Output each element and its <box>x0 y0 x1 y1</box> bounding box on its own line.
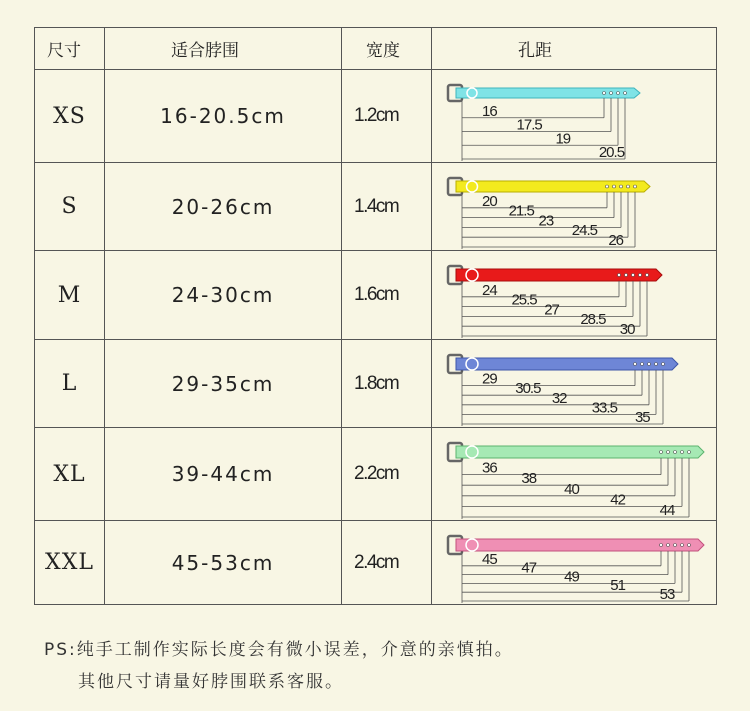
collar-hole <box>660 544 663 547</box>
hole-length-label: 21.5 <box>508 202 534 220</box>
header-neck-circumference: 适合脖围 <box>105 28 342 70</box>
hole-length-label: 25.5 <box>511 291 537 309</box>
size-cell: XXL <box>35 521 105 605</box>
footnote-contact: 其他尺寸请量好脖围联系客服。 <box>78 672 344 692</box>
hole-length-label: 24 <box>482 281 497 299</box>
width-cell: 1.2cm <box>342 70 432 163</box>
collar-hole <box>646 274 649 277</box>
size-cell: S <box>35 163 105 251</box>
hole-spacing-cell <box>432 521 717 605</box>
width-cell: 1.4cm <box>342 163 432 251</box>
collar-hole <box>667 544 670 547</box>
neck-circumference-cell: 24-30cm <box>105 251 342 340</box>
header-size: 尺寸 <box>35 28 105 70</box>
size-chart-table <box>34 27 717 605</box>
collar-diagram <box>432 163 717 251</box>
hole-length-label: 36 <box>482 459 497 477</box>
collar-hole <box>681 451 684 454</box>
width-cell: 2.4cm <box>342 521 432 605</box>
hole-length-label: 38 <box>521 470 537 488</box>
hole-length-label: 42 <box>610 491 625 509</box>
hole-spacing-cell <box>432 70 717 163</box>
collar-hole <box>625 274 628 277</box>
hole-spacing-cell <box>432 251 717 340</box>
table-row <box>35 428 717 521</box>
collar-hole <box>603 92 606 95</box>
hole-length-label: 47 <box>521 559 537 577</box>
table-row <box>35 521 717 605</box>
hole-length-label: 45 <box>482 550 497 568</box>
collar-hole <box>688 451 691 454</box>
collar-hole <box>613 185 616 188</box>
hole-length-label: 20.5 <box>598 144 625 161</box>
header-width: 宽度 <box>342 28 432 70</box>
table-header-row <box>35 28 717 70</box>
hole-length-label: 28.5 <box>580 311 606 329</box>
hole-spacing-cell <box>432 163 717 251</box>
collar-hole <box>662 363 665 366</box>
collar-hole <box>667 451 670 454</box>
hole-length-label: 30.5 <box>515 380 541 398</box>
hole-length-label: 26 <box>608 232 624 249</box>
collar-diagram <box>432 70 717 163</box>
neck-circumference-cell: 29-35cm <box>105 340 342 428</box>
hole-spacing-cell <box>432 428 717 521</box>
hole-length-label: 16 <box>482 102 497 120</box>
collar-diagram <box>432 428 717 521</box>
collar-hole <box>674 544 677 547</box>
hole-length-label: 24.5 <box>571 222 597 240</box>
hole-length-label: 51 <box>610 577 625 595</box>
hole-length-label: 30 <box>619 321 635 338</box>
collar-hole <box>610 92 613 95</box>
collar-diagram <box>432 521 717 605</box>
collar-hole <box>660 451 663 454</box>
collar-hole <box>639 274 642 277</box>
table-row <box>35 163 717 251</box>
hole-length-label: 17.5 <box>516 116 542 134</box>
hole-length-label: 20 <box>482 192 497 210</box>
table-row <box>35 340 717 428</box>
hole-length-label: 40 <box>564 480 579 498</box>
collar-diagram <box>432 340 717 428</box>
hole-length-label: 35 <box>634 409 650 426</box>
hole-length-label: 44 <box>659 502 675 519</box>
hole-length-label: 32 <box>551 389 567 407</box>
collar-hole <box>648 363 651 366</box>
size-cell: L <box>35 340 105 428</box>
width-cell: 1.8cm <box>342 340 432 428</box>
collar-hole <box>681 544 684 547</box>
collar-hole <box>632 274 635 277</box>
hole-length-label: 49 <box>564 568 579 586</box>
hole-length-label: 53 <box>659 586 675 603</box>
collar-strap <box>456 358 678 370</box>
hole-length-label: 19 <box>555 130 571 148</box>
hole-length-label: 29 <box>482 370 497 388</box>
collar-hole <box>618 274 621 277</box>
collar-hole <box>634 185 637 188</box>
size-cell: XS <box>35 70 105 163</box>
hole-spacing-cell <box>432 340 717 428</box>
width-cell: 2.2cm <box>342 428 432 521</box>
neck-circumference-cell: 39-44cm <box>105 428 342 521</box>
collar-hole <box>688 544 691 547</box>
collar-hole <box>624 92 627 95</box>
collar-hole <box>634 363 637 366</box>
size-cell: XL <box>35 428 105 521</box>
header-hole-spacing: 孔距 <box>432 28 717 70</box>
collar-hole <box>641 363 644 366</box>
collar-diagram <box>432 251 717 340</box>
width-cell: 1.6cm <box>342 251 432 340</box>
neck-circumference-cell: 20-26cm <box>105 163 342 251</box>
neck-circumference-cell: 45-53cm <box>105 521 342 605</box>
table-row <box>35 251 717 340</box>
collar-hole <box>620 185 623 188</box>
hole-length-label: 33.5 <box>591 399 617 417</box>
collar-hole <box>655 363 658 366</box>
collar-strap <box>456 269 662 281</box>
hole-length-label: 27 <box>544 301 559 319</box>
neck-circumference-cell: 16-20.5cm <box>105 70 342 163</box>
collar-hole <box>617 92 620 95</box>
collar-hole <box>606 185 609 188</box>
hole-length-label: 23 <box>538 212 554 230</box>
collar-hole <box>627 185 630 188</box>
size-cell: M <box>35 251 105 340</box>
footnote-disclaimer: PS:纯手工制作实际长度会有微小误差，介意的亲慎拍。 <box>44 640 514 660</box>
table-row <box>35 70 717 163</box>
collar-hole <box>674 451 677 454</box>
